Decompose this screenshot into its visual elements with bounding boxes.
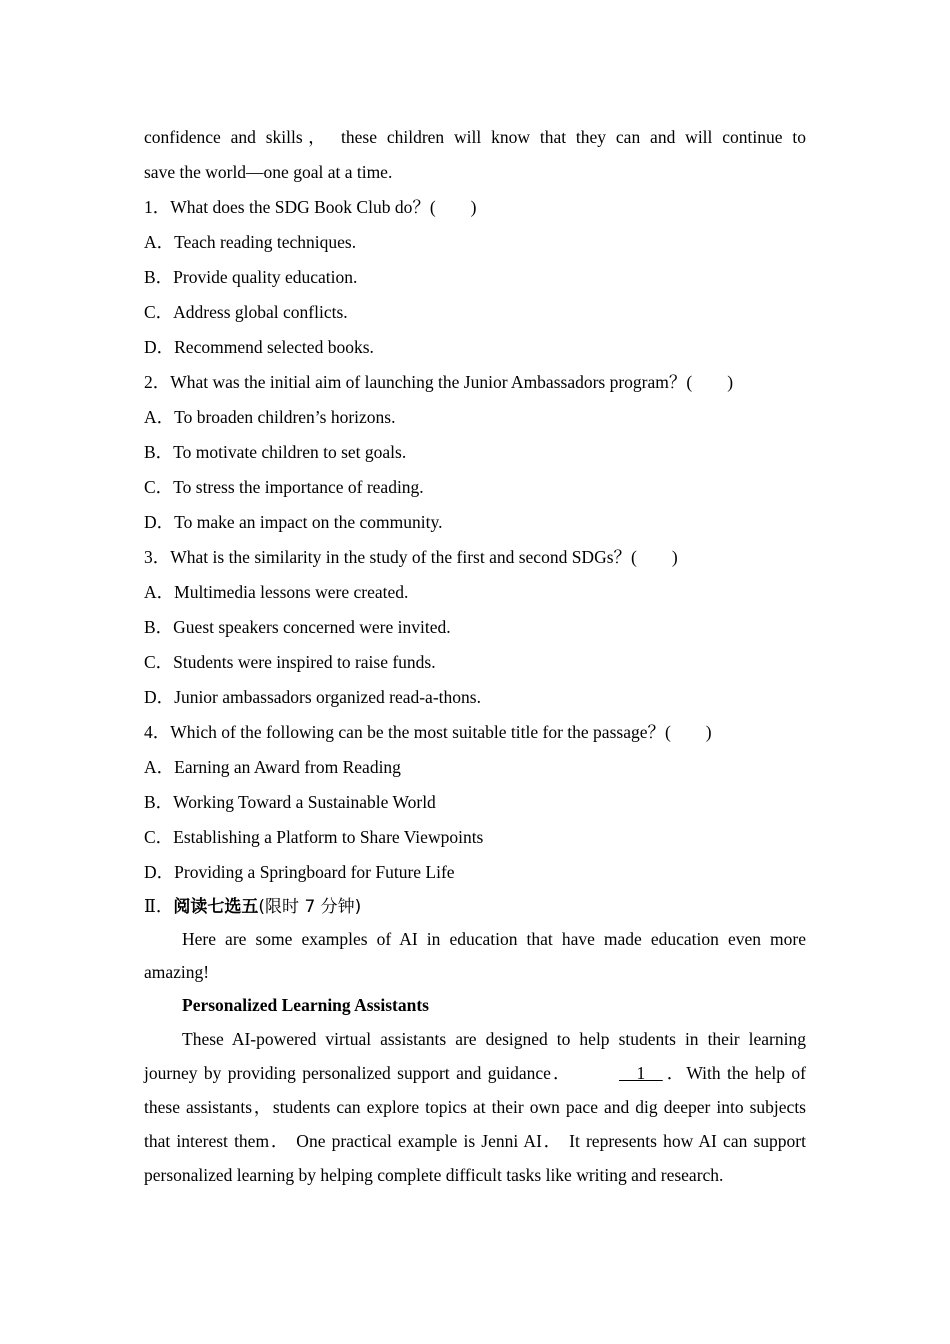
- question-1-option-d[interactable]: D．Recommend selected books.: [144, 337, 374, 357]
- section-2-time-limit: (限时 7 分钟): [258, 897, 362, 917]
- question-1-stem: 1．What does the SDG Book Club do？( ): [144, 197, 477, 217]
- question-4-option-c[interactable]: C．Establishing a Platform to Share Viewpoints: [144, 827, 484, 847]
- intro-line-2: save the world—one goal at a time.: [144, 162, 393, 182]
- paragraph-1-text-a: These AI-powered virtual assistants are designed to help students in their learning journey by providing personalized support and guidance．: [144, 1029, 806, 1083]
- question-3-stem: 3．What is the similarity in the study of the first and second SDGs？( ): [144, 547, 678, 567]
- question-3-option-a[interactable]: A．Multimedia lessons were created.: [144, 582, 409, 602]
- question-4-option-d[interactable]: D．Providing a Springboard for Future Life: [144, 862, 455, 882]
- question-4-option-a[interactable]: A．Earning an Award from Reading: [144, 757, 401, 777]
- question-1-option-b[interactable]: B．Provide quality education.: [144, 267, 358, 287]
- question-2-option-d[interactable]: D．To make an impact on the community.: [144, 512, 443, 532]
- section-2-heading: [144, 890, 806, 923]
- passage-paragraph-1: [144, 1022, 806, 1192]
- question-3-option-c[interactable]: C．Students were inspired to raise funds.: [144, 652, 436, 672]
- passage-intro-line-2: amazing!: [144, 962, 210, 982]
- section-2-title: 阅读七选五: [173, 897, 259, 917]
- passage-intro: [144, 923, 806, 989]
- question-4-option-b[interactable]: B．Working Toward a Sustainable World: [144, 792, 436, 812]
- question-1-option-c[interactable]: C．Address global conflicts.: [144, 302, 348, 322]
- intro-line-1: confidence and skills， these children will know that they can and will continue to: [144, 127, 806, 147]
- question-2-option-b[interactable]: B．To motivate children to set goals.: [144, 442, 407, 462]
- passage-intro-line-1: Here are some examples of AI in education that have made education even more: [182, 929, 806, 949]
- section-2-numeral: Ⅱ．: [144, 896, 174, 916]
- passage-subheading: Personalized Learning Assistants: [182, 995, 429, 1015]
- document-page: [144, 120, 806, 1192]
- question-2-stem: 2．What was the initial aim of launching the Junior Ambassadors program？( ): [144, 372, 734, 392]
- question-2-option-c[interactable]: C．To stress the importance of reading.: [144, 477, 424, 497]
- question-3-option-b[interactable]: B．Guest speakers concerned were invited.: [144, 617, 451, 637]
- question-2-option-a[interactable]: A．To broaden children’s horizons.: [144, 407, 396, 427]
- question-1-option-a[interactable]: A．Teach reading techniques.: [144, 232, 357, 252]
- question-3-option-d[interactable]: D．Junior ambassadors organized read-a-thons.: [144, 687, 481, 707]
- paragraph-1-text-b: ．With the help of these assistants，students can explore topics at their own pace and dig deeper into subjects that interest them． One practical example is Jenni AI． It represents how AI can support personalized learning by helping complete difficult tasks like writing and research.: [144, 1063, 806, 1185]
- question-4-stem: 4．Which of the following can be the most suitable title for the passage？( ): [144, 722, 712, 742]
- blank-1[interactable]: 1: [618, 1063, 663, 1083]
